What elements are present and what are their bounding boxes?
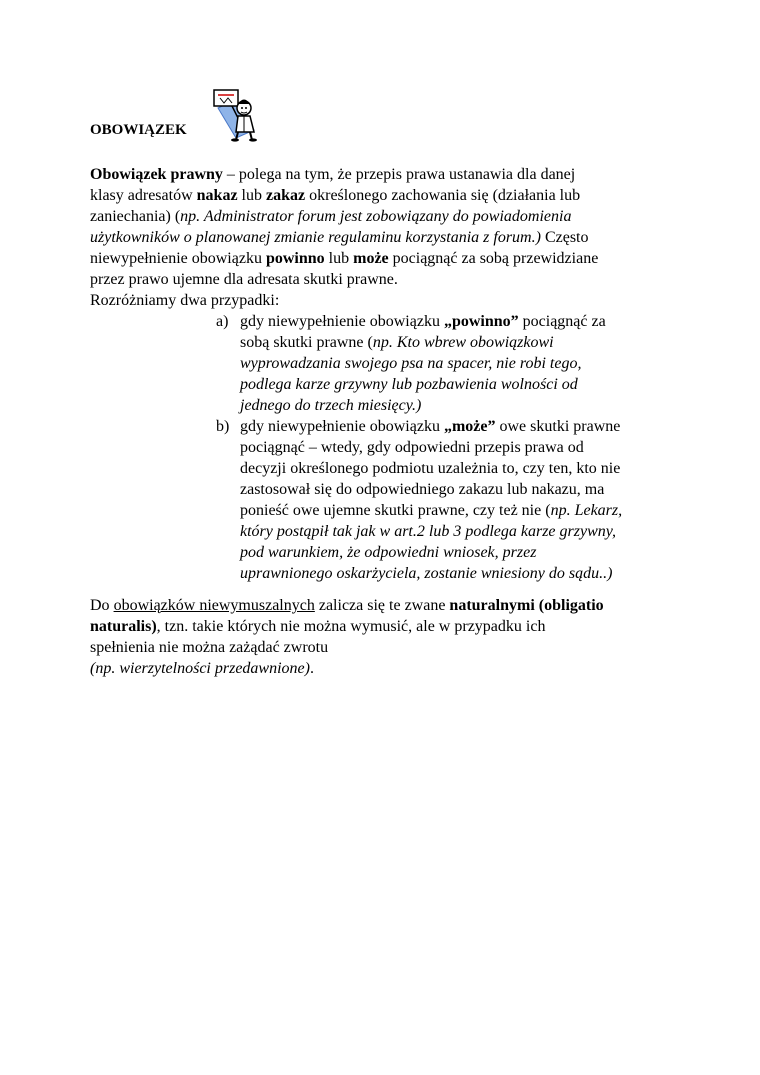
list-b-line8: uprawnionego oskarżyciela, zostanie wniesiony do sądu..): [240, 565, 613, 582]
para1-line2: klasy adresatów nakaz lub zakaz określonego zachowania się (działania lub: [90, 187, 581, 204]
list-a-line2: sobą skutki prawne (np. Kto wbrew obowiązkowi: [240, 334, 554, 351]
term-obowiazek-prawny: Obowiązek prawny: [90, 166, 223, 183]
list-a-line5: jednego do trzech miesięcy.): [240, 397, 422, 414]
list-b-line3: decyzji określonego podmiotu uzależnia to, czy ten, kto nie: [240, 460, 621, 477]
list-b-line2: pociągnąć – wtedy, gdy odpowiedni przepis prawa od: [240, 439, 584, 456]
para1-line3: zaniechania) (np. Administrator forum jest zobowiązany do powiadomienia: [90, 208, 572, 225]
para2-line1: Do obowiązków niewymuszalnych zalicza się te zwane naturalnymi (obligatio: [90, 597, 604, 614]
para1-line1: Obowiązek prawny – polega na tym, że przepis prawa ustanawia dla danej: [90, 166, 576, 183]
page-title: OBOWIĄZEK: [90, 122, 187, 138]
list-marker-b: b): [216, 418, 230, 435]
list-a-line1: gdy niewypełnienie obowiązku „powinno” pociągnąć za: [240, 313, 606, 330]
para1-line4: użytkowników o planowanej zmianie regulaminu korzystania z forum.) Często: [90, 229, 589, 246]
list-b-line6: który postąpił tak jak w art.2 lub 3 podlega karze grzywny,: [240, 523, 616, 540]
judge-figure-icon: [210, 86, 266, 142]
para1-line5: niewypełnienie obowiązku powinno lub może pociągnąć za sobą przewidziane: [90, 250, 599, 267]
para1-line6: przez prawo ujemne dla adresata skutki prawne.: [90, 271, 398, 288]
para2-line3: spełnienia nie można zażądać zwrotu: [90, 639, 329, 656]
list-b-line7: pod warunkiem, że odpowiedni wniosek, przez: [240, 544, 537, 561]
para1-line7: Rozróżniamy dwa przypadki:: [90, 292, 280, 309]
list-b-line1: gdy niewypełnienie obowiązku „może” owe skutki prawne: [240, 418, 621, 435]
list-marker-a: a): [216, 313, 229, 330]
list-b-line5: ponieść owe ujemne skutki prawne, czy też nie (np. Lekarz,: [240, 502, 623, 519]
para2-line4: (np. wierzytelności przedawnione).: [90, 660, 314, 677]
list-a-line3: wyprowadzania swojego psa na spacer, nie robi tego,: [240, 355, 582, 372]
para2-line2: naturalis), tzn. takie których nie można wymusić, ale w przypadku ich: [90, 618, 546, 635]
list-b-line4: zastosował się do odpowiedniego zakazu lub nakazu, ma: [240, 481, 605, 498]
underlined-term: obowiązków niewymuszalnych: [113, 597, 315, 614]
list-a-line4: podlega karze grzywny lub pozbawienia wolności od: [240, 376, 578, 393]
